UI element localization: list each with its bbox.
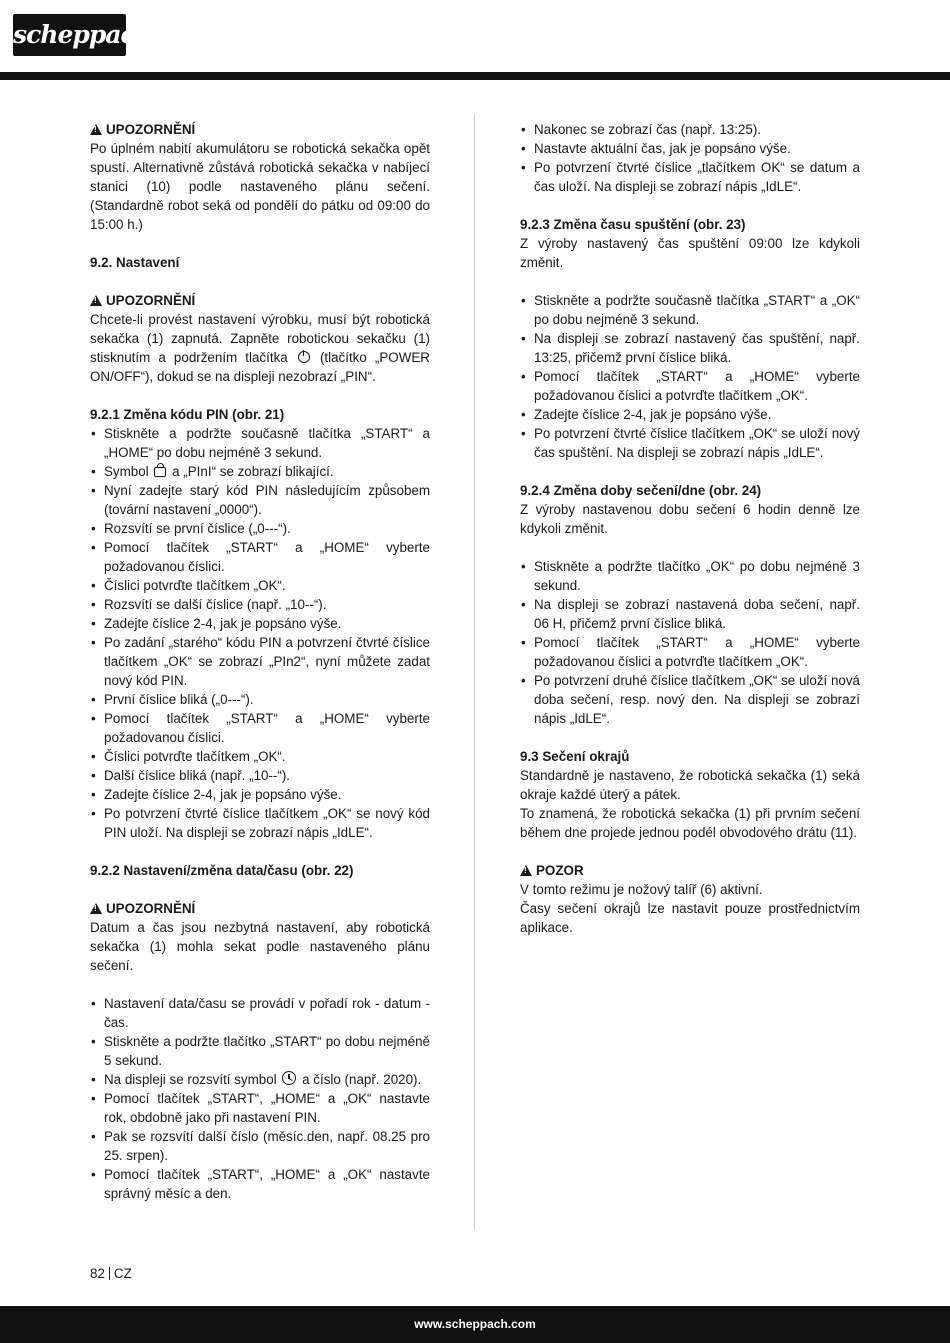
- list-item: • Po potvrzení druhé číslice tlačítkem „OK“ se uloží nová doba sečení, resp. nový den. Na displeji se zobrazí nápis „IdLE“.: [520, 671, 860, 728]
- clock-icon: [282, 1071, 296, 1085]
- list-item: • Pak se rozsvítí další číslo (měsíc.den, např. 08.25 pro 25. srpen).: [90, 1127, 430, 1165]
- list-item: • Pomocí tlačítek „START“, „HOME“ a „OK“ nastavte správný měsíc a den.: [90, 1165, 430, 1203]
- warning-triangle-icon: [90, 903, 102, 914]
- list-item: • Další číslice bliká (např. „10--“).: [90, 766, 430, 785]
- list-item: • Nyní zadejte starý kód PIN následujícím způsobem (tovární nastavení „0000“).: [90, 481, 430, 519]
- list-item: • Zadejte číslice 2-4, jak je popsáno výše.: [90, 614, 430, 633]
- footer-url: www.scheppach.com: [414, 1317, 536, 1331]
- section-heading-9-2-3: 9.2.3 Změna času spuštění (obr. 23): [520, 217, 746, 232]
- list-item: • Pomocí tlačítek „START“ a „HOME“ vyberte požadovanou číslici a potvrďte tlačítkem „OK“.: [520, 633, 860, 671]
- list-item: • Číslici potvrďte tlačítkem „OK“.: [90, 576, 430, 595]
- caution-text: Časy sečení okrajů lze nastavit pouze prostřednictvím aplikace.: [520, 901, 860, 935]
- section-heading-9-2-4: 9.2.4 Změna doby sečení/dne (obr. 24): [520, 483, 762, 498]
- section-heading-9-2: 9.2. Nastavení: [90, 255, 180, 270]
- right-column: [520, 120, 860, 937]
- warning-triangle-icon: [90, 295, 102, 306]
- list-item: • Na displeji se zobrazí nastavená doba sečení, např. 06 H, přičemž první číslice bliká.: [520, 595, 860, 633]
- list-item: • Stiskněte a podržte tlačítko „START“ po dobu nejméně 5 sekund.: [90, 1032, 430, 1070]
- list-item: • Po potvrzení čtvrté číslice „tlačítkem OK“ se datum a čas uloží. Na displeji se zobrazí nápis „IdLE“.: [520, 158, 860, 196]
- list-item: • Na displeji se zobrazí nastavený čas spuštění, např. 13:25, přičemž první číslice bliká.: [520, 329, 860, 367]
- list-item: • Pomocí tlačítek „START“ a „HOME“ vyberte požadovanou číslici a potvrďte tlačítkem „OK“.: [520, 367, 860, 405]
- page-header: [0, 0, 950, 82]
- date-time-steps: [90, 994, 430, 1203]
- list-item: • Pomocí tlačítek „START“ a „HOME“ vyberte požadovanou číslici.: [90, 538, 430, 576]
- caution-text: V tomto režimu je nožový talíř (6) aktivní.: [520, 882, 763, 897]
- warning-text: Datum a čas jsou nezbytná nastavení, aby robotická sekačka (1) mohla sekat podle nastaveného plánu sečení.: [90, 920, 430, 973]
- list-item: • Pomocí tlačítek „START“ a „HOME“ vyberte požadovanou číslici.: [90, 709, 430, 747]
- lock-icon: [154, 467, 166, 477]
- section-text: Z výroby nastavenou dobu sečení 6 hodin denně lze kdykoli změnit.: [520, 502, 860, 536]
- list-item: • Nakonec se zobrazí čas (např. 13:25).: [520, 120, 860, 139]
- list-item: • Stiskněte a podržte současně tlačítka „START“ a „OK“ po dobu nejméně 3 sekund.: [520, 291, 860, 329]
- section-text: Standardně je nastaveno, že robotická sekačka (1) seká okraje každé úterý a pátek.: [520, 768, 860, 802]
- warning-heading: !UPOZORNĚNÍ: [90, 899, 430, 918]
- list-item: • Stiskněte a podržte tlačítko „OK“ po dobu nejméně 3 sekund.: [520, 557, 860, 595]
- date-time-steps-continued: [520, 120, 860, 196]
- power-button-icon: [298, 351, 310, 363]
- list-item: • Po zadání „starého“ kódu PIN a potvrzení čtvrté číslice tlačítkem „OK“ se zobrazí „PIn2“, nyní můžete zadat nový kód PIN.: [90, 633, 430, 690]
- section-heading-9-3: 9.3 Sečení okrajů: [520, 749, 630, 764]
- warning-heading: !UPOZORNĚNÍ: [90, 120, 430, 139]
- list-item: • Na displeji se rozsvítí symbol a číslo (např. 2020).: [90, 1070, 430, 1089]
- section-text: To znamená, že robotická sekačka (1) při prvním sečení během dne projede jednou podél obvodového drátu (11).: [520, 806, 860, 840]
- list-item: • První číslice bliká („0---“).: [90, 690, 430, 709]
- list-item: • Zadejte číslice 2-4, jak je popsáno výše.: [90, 785, 430, 804]
- list-item: • Rozsvítí se další číslice (např. „10--“).: [90, 595, 430, 614]
- column-divider: [474, 114, 475, 1230]
- list-item: • Nastavte aktuální čas, jak je popsáno výše.: [520, 139, 860, 158]
- list-item: • Rozsvítí se první číslice („0---“).: [90, 519, 430, 538]
- list-item: • Zadejte číslice 2-4, jak je popsáno výše.: [520, 405, 860, 424]
- header-rule: [0, 72, 950, 80]
- warning-heading: !UPOZORNĚNÍ: [90, 291, 430, 310]
- section-text: Z výroby nastavený čas spuštění 09:00 lze kdykoli změnit.: [520, 236, 860, 270]
- list-item: • Po potvrzení čtvrté číslice tlačítkem „OK“ se nový kód PIN uloží. Na displeji se zobrazí nápis „IdLE“.: [90, 804, 430, 842]
- caution-heading: !POZOR: [520, 861, 860, 880]
- page-number-separator: [109, 1267, 110, 1280]
- page-footer: [0, 1306, 950, 1343]
- start-time-steps: [520, 291, 860, 462]
- mowing-duration-steps: [520, 557, 860, 728]
- list-item: • Číslici potvrďte tlačítkem „OK“.: [90, 747, 430, 766]
- list-item: • Po potvrzení čtvrté číslice tlačítkem „OK“ se uloží nový čas spuštění. Na displeji se zobrazí nápis „IdLE“.: [520, 424, 860, 462]
- warning-triangle-icon: [90, 124, 102, 135]
- scheppach-logo: scheppach: [13, 14, 126, 56]
- left-column: [90, 120, 430, 1203]
- pin-change-steps: [90, 424, 430, 842]
- warning-triangle-icon: [520, 865, 532, 876]
- section-heading-9-2-2: 9.2.2 Nastavení/změna data/času (obr. 22): [90, 863, 354, 878]
- list-item: • Symbol a „PInI“ se zobrazí blikající.: [90, 462, 430, 481]
- list-item: • Stiskněte a podržte současně tlačítka „START“ a „HOME“ po dobu nejméně 3 sekund.: [90, 424, 430, 462]
- page-number: 82 CZ: [90, 1266, 132, 1281]
- list-item: • Pomocí tlačítek „START“, „HOME“ a „OK“ nastavte rok, obdobně jako při nastavení PIN.: [90, 1089, 430, 1127]
- warning-text: Po úplném nabití akumulátoru se robotická sekačka opět spustí. Alternativně zůstává robotická sekačka v nabíjecí stanici (10) podle nastaveného plánu sečení. (Standardně robot seká od pondělí do pátku od 09:00 do 15:00 h.): [90, 141, 430, 232]
- section-heading-9-2-1: 9.2.1 Změna kódu PIN (obr. 21): [90, 407, 285, 422]
- warning-text: Chcete-li provést nastavení výrobku, musí být robotická sekačka (1) zapnutá. Zapněte robotickou sekačku (1) stisknutím a podržením tlačítka (tlačítko „POWER ON/OFF“), dokud se na displeji nezobrazí „PIN“.: [90, 312, 430, 384]
- list-item: • Nastavení data/času se provádí v pořadí rok - datum - čas.: [90, 994, 430, 1032]
